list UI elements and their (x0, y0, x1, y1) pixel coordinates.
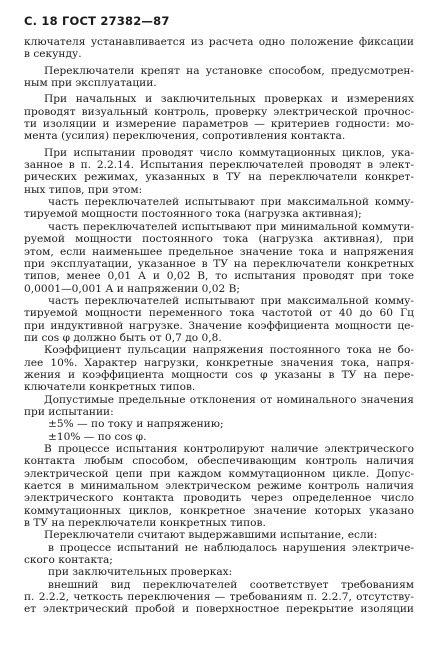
text-line: при эксплуатации, указанное в ТУ на переключатели конкретных (24, 257, 414, 270)
text-line: Коэффициент пульсации напряжения постоянного тока не бо- (44, 344, 414, 357)
text-line: ключателя устанавливается из расчета одно положение фиксации (24, 36, 414, 48)
text-line: пи cos φ должно быть от 0,7 до 0,8. (24, 331, 222, 344)
text-line: контакта любым способом, обеспечивающим контроль наличия (24, 455, 414, 468)
text-line: коммутационных циклов, конкретное значение которых указано (24, 504, 414, 517)
text-line: ±5% — по току и напряжению; (48, 418, 224, 431)
text-line: ет электрический пробой и поверхностное перекрытие изоляции (24, 603, 414, 616)
text-line: кается в минимальном электрическом режиме контроль наличия (24, 480, 414, 493)
text-line: тируемой мощности постоянного тока (нагрузка активная); (24, 208, 362, 221)
text-line: в ТУ на переключатели конкретных типов. (24, 517, 266, 530)
text-line: в секунду. (24, 48, 82, 61)
text-line: При начальных и заключительных проверках и измерениях (44, 93, 414, 106)
text-line: при заключительных проверках: (48, 566, 233, 579)
text-line: ключатели конкретных типов. (24, 381, 196, 394)
text-line: рических режимах, указанных в ТУ на переключатели конкрет- (24, 171, 414, 184)
text-line: лее 10%. Характер нагрузки, конкретные значения тока, напря- (24, 356, 414, 369)
text-line: При испытании проводят число коммутационных циклов, ука- (44, 146, 414, 159)
text-line: часть переключателей испытывают при минимальной коммути- (48, 220, 414, 233)
text-line: часть переключателей испытывают при максимальной комму- (48, 294, 414, 307)
text-line: при индуктивной нагрузке. Значение коэффициента мощности це- (24, 319, 414, 332)
text-line: тируемой мощности переменного тока частотой от 40 до 60 Гц (24, 307, 414, 320)
text-line: проводят визуальный контроль, проверку электрической прочнос- (24, 105, 414, 118)
text-line: при испытании: (24, 405, 114, 418)
text-line: жения и коэффициента мощности cos φ указаны в ТУ на пере- (24, 368, 414, 381)
text-line: Переключатели считают выдержавшими испытание, если: (44, 529, 378, 542)
text-line: В процессе испытания контролируют наличие электрического (44, 443, 414, 455)
text-line: ти изоляции и измерение параметров — критериев годности: мо- (24, 118, 414, 131)
text-line: Допустимые предельные отклонения от номинального значения (44, 393, 414, 406)
text-line: часть переключателей испытывают при максимальной комму- (48, 196, 414, 209)
text-line: в процессе испытаний не наблюдалось нарушения электриче- (48, 541, 414, 554)
text-line: ского контакта; (24, 554, 113, 567)
text-line: п. 2.2.2, четкость переключения — требованиям п. 2.2.7, отсутству- (24, 591, 414, 604)
text-line: электрического контакта проводить через определенное число (24, 492, 414, 505)
text-line: 0,0001—0,001 А и напряжении 0,02 В; (24, 282, 240, 295)
text-line: занное в п. 2.2.14. Испытания переключателей проводят в элект- (24, 159, 414, 172)
text-line: ±10% — по cos φ. (48, 430, 147, 443)
text-line: руемой мощности постоянного тока (нагрузка активная), при (24, 233, 414, 246)
text-line: внешний вид переключателей соответствует требованиям (48, 578, 414, 591)
text-line: ных типов, при этом: (24, 183, 143, 196)
text-line: типов, менее 0,01 А и 0,02 В, то испытания проводят при токе (24, 270, 414, 283)
document-body (24, 36, 414, 616)
text-line: электрической цепи при каждом коммутационном цикле. Допус- (24, 467, 414, 480)
text-line: Переключатели крепят на установке способом, предусмотрен- (44, 64, 414, 77)
page-header: С. 18 ГОСТ 27382—87 (24, 14, 170, 28)
text-line: ным при эксплуатации. (24, 77, 157, 90)
text-line: этом, если наименьшее предельное значение тока и напряжения (24, 245, 414, 258)
text-line: мента (усилия) переключения, сопротивления контакта. (24, 130, 346, 143)
